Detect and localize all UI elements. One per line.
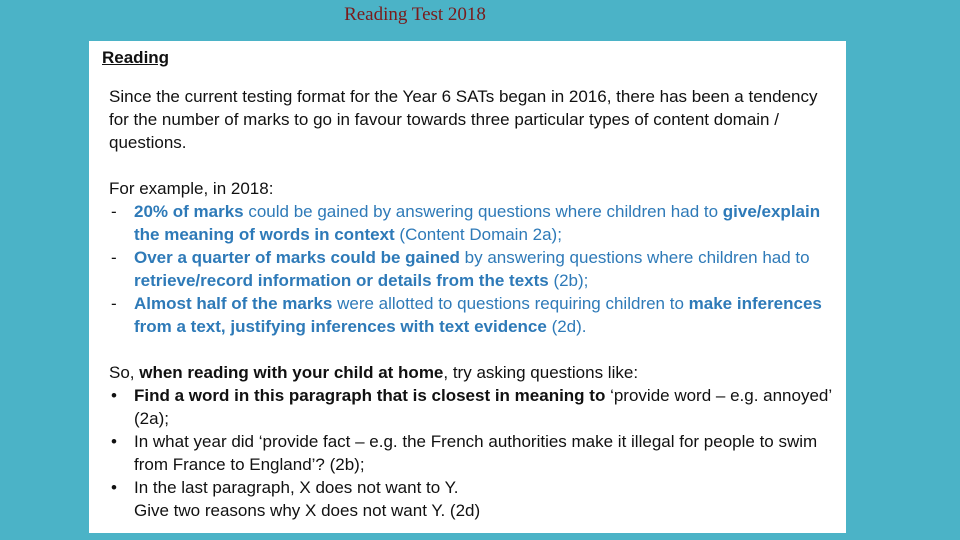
dash-marker: - (111, 202, 117, 221)
stats-list (109, 200, 834, 338)
stat-highlight: Over a quarter of marks could be gained (134, 248, 460, 267)
stat-highlight: Almost half of the marks (134, 294, 333, 313)
so-lead (109, 361, 834, 384)
question-text: In what year did ‘provide fact – e.g. the French authorities make it illegal for people to swim from France to England’? (2b); (134, 432, 818, 474)
question-bold: Find a word in this paragraph that is closest in meaning to (134, 386, 606, 405)
stat-text: (2d). (546, 317, 587, 336)
stat-text: (Content Domain 2a); (394, 225, 562, 244)
stats-item (109, 246, 834, 292)
slide-title: Reading Test 2018 (344, 4, 486, 25)
question-item (109, 430, 834, 476)
question-text: ‘provide word – e.g. annoyed’ (2a); (134, 386, 832, 428)
so-lead-end: , try asking questions like: (443, 363, 639, 382)
questions-list (109, 384, 834, 522)
stats-item (109, 200, 834, 246)
question-item (109, 384, 834, 430)
question-text: In the last paragraph, X does not want to Y. (134, 478, 459, 497)
section-heading: Reading (102, 48, 170, 67)
stat-highlight: 20% of marks (134, 202, 244, 221)
bullet-marker: • (111, 478, 117, 497)
stat-text: by answering questions where children had to (459, 248, 810, 267)
stat-highlight: make inferences from a text, justifying inferences with text evidence (134, 294, 822, 336)
dash-marker: - (111, 294, 117, 313)
stat-highlight: retrieve/record information or details from the texts (134, 271, 549, 290)
example-lead: For example, in 2018: (109, 179, 274, 198)
stat-highlight: give/explain the meaning of words in context (134, 202, 821, 244)
bullet-marker: • (111, 386, 117, 405)
document-body (109, 85, 834, 522)
question-followup: Give two reasons why X does not want Y. (2d) (134, 501, 481, 520)
stats-item (109, 292, 834, 338)
bullet-marker: • (111, 432, 117, 451)
stat-text: could be gained by answering questions where children had to (243, 202, 723, 221)
intro-paragraph: Since the current testing format for the Year 6 SATs began in 2016, there has been a tendency for the number of marks to go in favour towards three particular types of content domain / questions. (109, 87, 818, 152)
so-lead-start: So, (109, 363, 140, 382)
so-lead-bold: when reading with your child at home (139, 363, 444, 382)
stat-text: (2b); (548, 271, 589, 290)
question-item (109, 476, 834, 522)
document-page (89, 41, 846, 533)
dash-marker: - (111, 248, 117, 267)
stat-text: were allotted to questions requiring children to (332, 294, 689, 313)
